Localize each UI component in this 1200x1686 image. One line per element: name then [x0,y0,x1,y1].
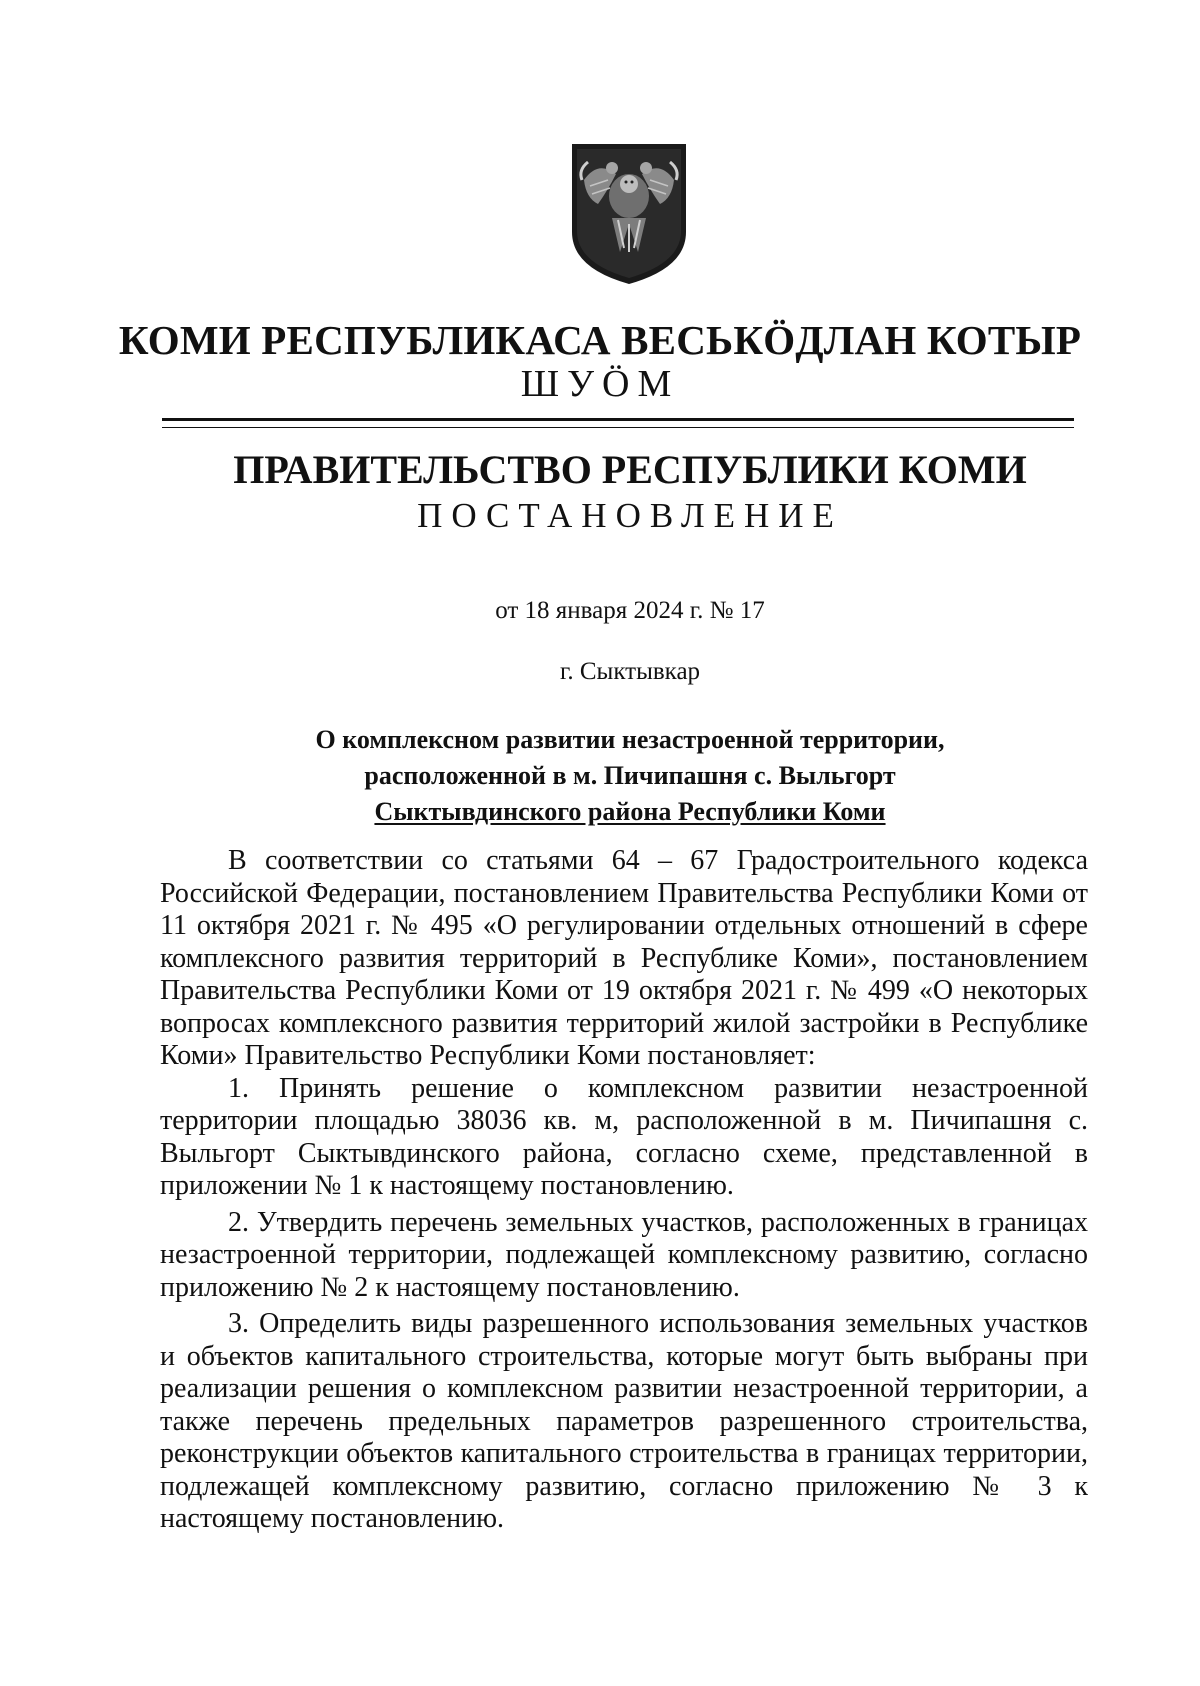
item-1-paragraph: 1. Принять решение о комплексном развитии незастроенной территории площадью 38036 кв. м, расположенной в м. Пичипашня с. Выльгорт Сыктывдинского района, согласно схеме, представленной в приложении № 1 к настоящему постановлению. [160,1072,1088,1201]
komi-org-name: КОМИ РЕСПУБЛИКАСА ВЕСЬКӦДЛАН КОТЫР [118,317,1082,363]
preamble-paragraph: В соответствии со статьями 64 – 67 Градостроительного кодекса Российской Федерации, постановлением Правительства Республики Коми от 11 октября 2021 г. № 495 «О регулировании отдельных отношений в сфере комплексного развития территорий в Республике Коми», постановлением Правительства Республики Коми от 19 октября 2021 г. № 499 «О некоторых вопросах комплексного развития территорий жилой застройки в Республике Коми» Правительство Республики Коми постановляет: [160,845,1088,1071]
header-divider-thin [162,427,1074,428]
ru-doc-type: ПОСТАНОВЛЕНИЕ [417,496,843,535]
title-line-1: О комплексном развитии незастроенной территории, [315,725,945,754]
komi-coat-of-arms-icon [568,140,690,288]
item-3-paragraph: 3. Определить виды разрешенного использования земельных участков и объектов капитального строительства, которые могут быть выбраны при реализации решения о комплексном развитии незастроенной территории, а также перечень предельных параметров разрешенного строительства, реконструкции объектов капитального строительства в границах территории, подлежащей комплексному развитию, согласно приложению № 3 к настоящему постановлению. [160,1308,1088,1534]
ru-org-name: ПРАВИТЕЛЬСТВО РЕСПУБЛИКИ КОМИ [233,447,1027,492]
document-title [0,722,1200,830]
title-line-3: Сыктывдинского района Республики Коми [374,797,886,826]
header-divider-thick [162,418,1074,421]
document-date-number: от 18 января 2024 г. № 17 [495,597,765,624]
komi-doc-type: ШУӦМ [520,363,680,405]
document-city: г. Сыктывкар [559,658,701,685]
item-2-paragraph: 2. Утвердить перечень земельных участков, расположенных в границах незастроенной территории, подлежащей комплексному развитию, согласно приложению № 2 к настоящему постановлению. [160,1206,1088,1303]
document-body [160,845,1088,1536]
title-line-2: расположенной в м. Пичипашня с. Выльгорт [364,761,896,790]
